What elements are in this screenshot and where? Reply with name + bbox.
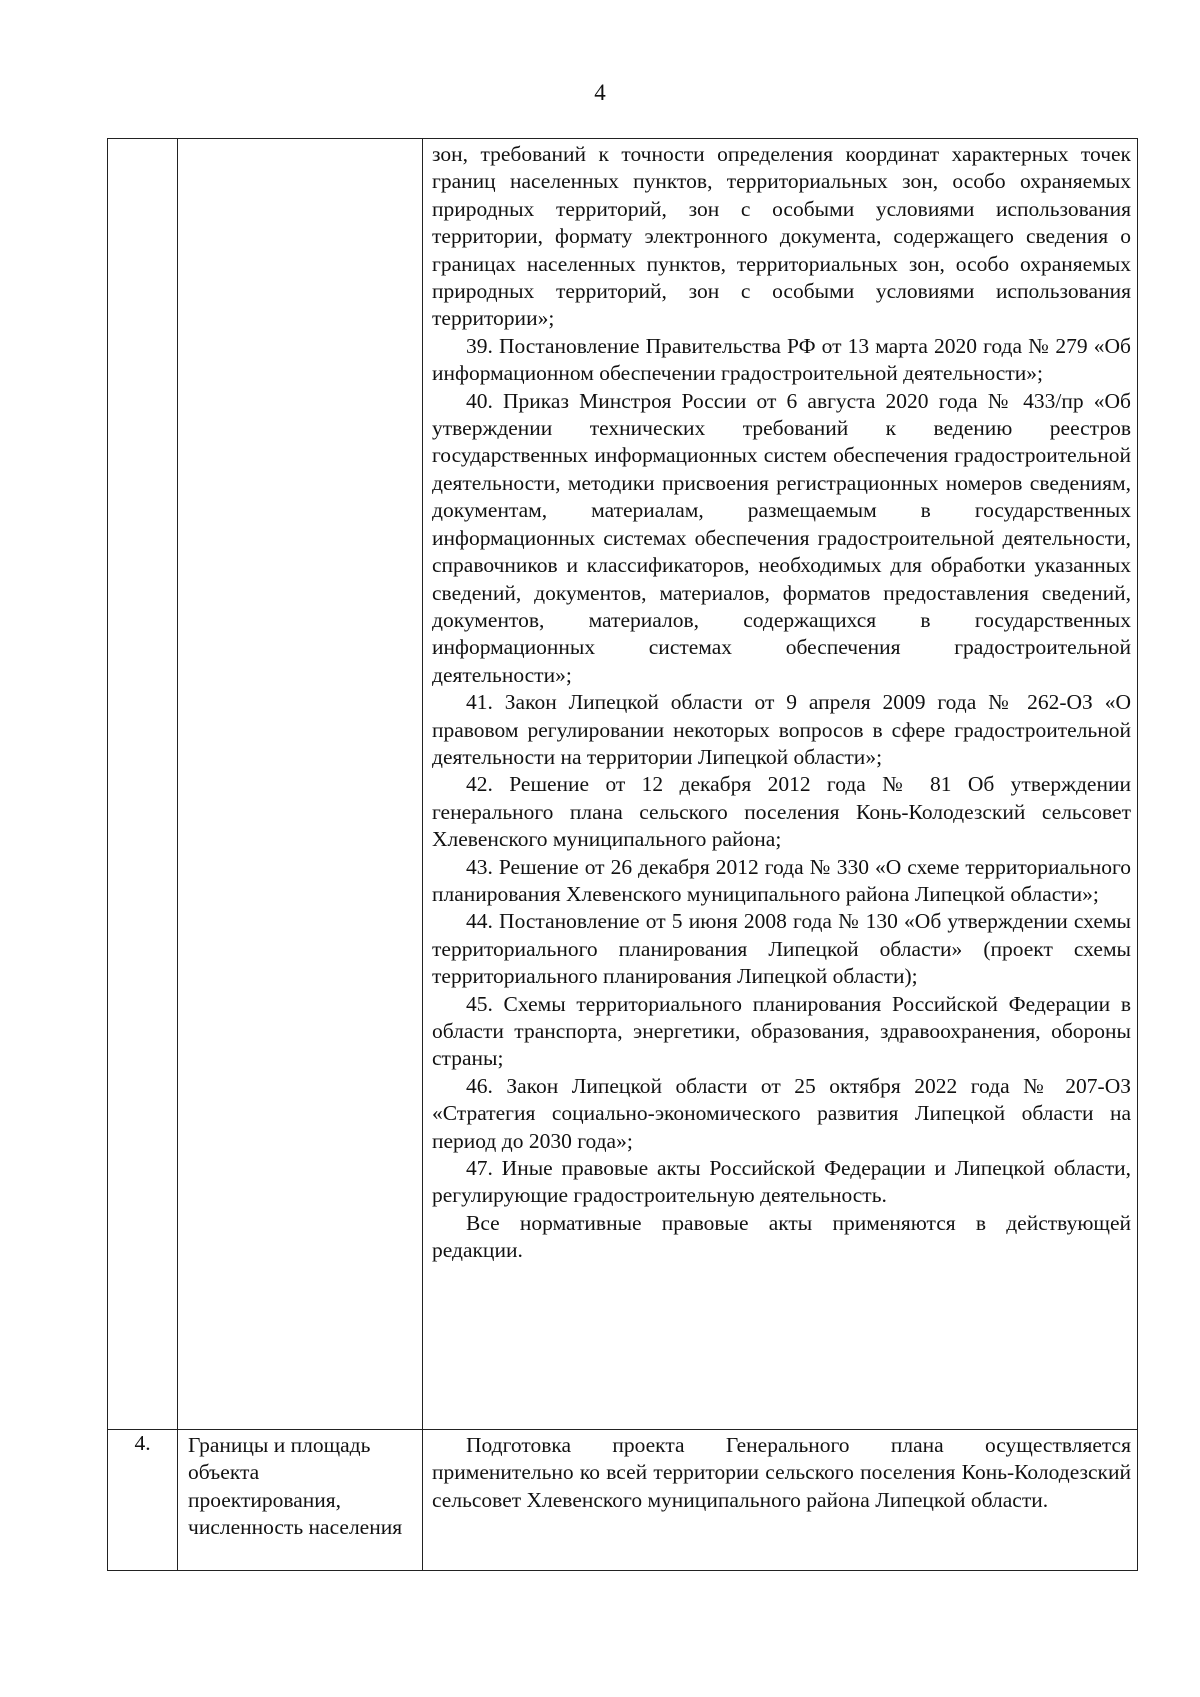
paragraph: 47. Иные правовые акты Российской Федерации и Липецкой области, регулирующие градостроительную деятельность. [432,1156,1131,1208]
requirements-table [107,138,1138,1571]
paragraph: 40. Приказ Минстроя России от 6 августа 2020 года № 433/пр «Об утверждении технических требований к ведению реестров государственных информационных систем обеспечения градостроительной деятельности, методики присвоения регистрационных номеров сведениям, документам, материалам, размещаемым в государственных информационных системах обеспечения градостроительной деятельности, справочников и классификаторов, необходимых для обработки указанных сведений, документов, материалов, форматов предоставления сведений, документов, материалов, содержащихся в государственных информационных системах обеспечения градостроительной деятельности»; [432,388,1131,687]
paragraph: Все нормативные правовые акты применяются в действующей редакции. [432,1210,1131,1263]
paragraph: 45. Схемы территориального планирования Российской Федерации в области транспорта, энергетики, образования, здравоохранения, обороны страны; [432,991,1131,1071]
paragraph: 42. Решение от 12 декабря 2012 года № 81 Об утверждении генерального плана сельского поселения Конь-Колодезский сельсовет Хлевенского муниципального района; [432,772,1131,852]
table-row [108,1430,1138,1571]
paragraph: зон, требований к точности определения координат характерных точек границ населенных пунктов, территориальных зон, особо охраняемых природных территорий, зон с особыми условиями использования территории, формату электронного документа, содержащего сведения о границах населенных пунктов, территориальных зон, особо охраняемых природных территорий, зон с особыми условиями использования территории»; [432,142,1131,331]
row-label [178,139,422,141]
row-label-cell [178,139,423,1430]
row-number-cell [108,139,178,1430]
page-number: 4 [594,80,606,105]
row-content [423,139,1137,1265]
paragraph: Подготовка проекта Генерального плана осуществляется применительно ко всей территории сельского поселения Конь-Колодезский сельсовет Хлевенского муниципального района Липецкой области. [432,1433,1131,1512]
row-content-cell [423,1430,1138,1571]
paragraph: 44. Постановление от 5 июня 2008 года № 130 «Об утверждении схемы территориального планирования Липецкой области» (проект схемы территориального планирования Липецкой области); [432,909,1131,989]
paragraph: 46. Закон Липецкой области от 25 октября 2022 года № 207-ОЗ «Стратегия социально-экономического развития Липецкой области на период до 2030 года»; [432,1073,1131,1153]
row-content-cell [423,139,1138,1430]
row-label-cell [178,1430,423,1571]
paragraph: 39. Постановление Правительства РФ от 13 марта 2020 года № 279 «Об информационном обеспечении градостроительной деятельности»; [432,333,1131,386]
paragraph: 41. Закон Липецкой области от 9 апреля 2009 года № 262-ОЗ «О правовом регулировании некоторых вопросов в сфере градостроительной деятельности на территории Липецкой области»; [432,690,1131,769]
paragraph: 43. Решение от 26 декабря 2012 года № 330 «О схеме территориального планирования Хлевенского муниципального района Липецкой области»; [432,854,1131,906]
row-number-cell: 4. [108,1430,178,1571]
table-row [108,139,1138,1430]
row-content [423,1430,1137,1514]
row-label: Границы и площадь объекта проектирования, численность населения [188,1433,403,1540]
